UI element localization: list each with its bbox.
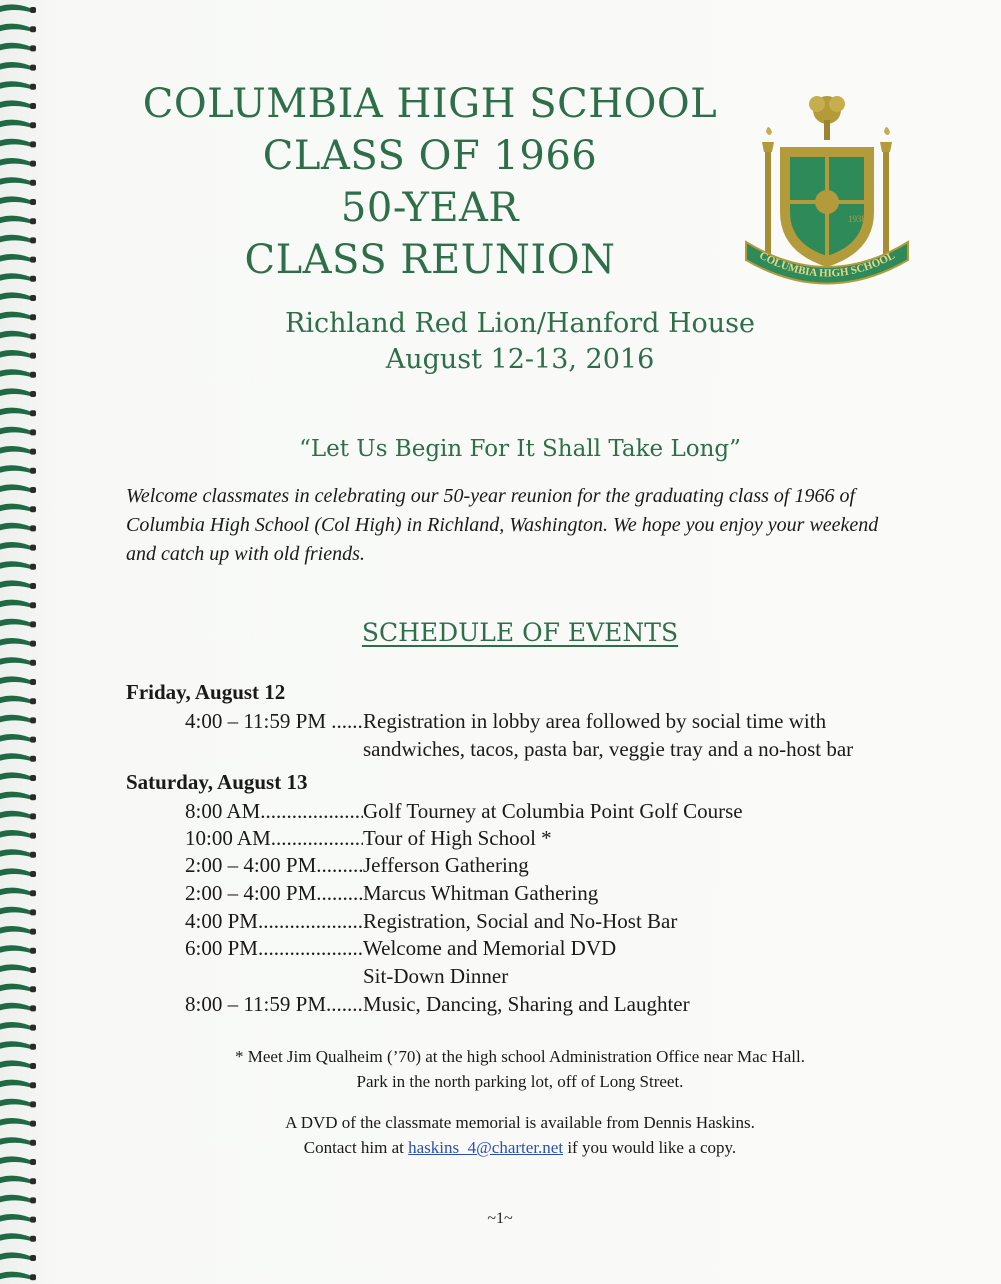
class-motto: “Let Us Begin For It Shall Take Long” <box>299 436 741 462</box>
event-description: Registration, Social and No-Host Bar <box>363 909 678 933</box>
binding-hole <box>30 621 36 627</box>
binding-hole <box>30 180 36 186</box>
spiral-coil <box>0 638 30 646</box>
venue-dates: August 12-13, 2016 <box>385 344 655 375</box>
crest-year: 1938 <box>848 214 866 224</box>
event-description: Tour of High School * <box>363 826 552 850</box>
spiral-coil <box>0 792 30 800</box>
binding-hole <box>30 698 36 704</box>
tour-note-line-1: * Meet Jim Qualheim (’70) at the high school Administration Office near Mac Hall. <box>235 1047 805 1066</box>
binding-hole <box>30 679 36 685</box>
email-link[interactable]: haskins_4@charter.net <box>408 1138 564 1157</box>
spiral-coil <box>0 273 30 281</box>
binding-hole <box>30 1159 36 1165</box>
binding-hole <box>30 1005 36 1011</box>
spiral-coil <box>0 216 30 224</box>
spiral-coil <box>0 1003 30 1011</box>
binding-hole <box>30 871 36 877</box>
binding-hole <box>30 948 36 954</box>
binding-hole <box>30 218 36 224</box>
binding-hole <box>30 333 36 339</box>
binding-hole <box>30 833 36 839</box>
spiral-coil <box>0 657 30 665</box>
event-time: 4:00 PM ..... <box>185 907 363 935</box>
spiral-coil <box>0 619 30 627</box>
spiral-coil <box>0 196 30 204</box>
spiral-coil <box>0 369 30 377</box>
event-time: 6:00 PM ..... <box>185 934 363 962</box>
binding-hole <box>30 890 36 896</box>
spiral-binding <box>0 0 40 1284</box>
binding-hole <box>30 1025 36 1031</box>
binding-hole <box>30 7 36 13</box>
binding-hole <box>30 410 36 416</box>
binding-hole <box>30 506 36 512</box>
binding-hole <box>30 756 36 762</box>
event-venue <box>240 306 800 378</box>
spiral-coil <box>0 1176 30 1184</box>
binding-hole <box>30 276 36 282</box>
event-description: Marcus Whitman Gathering <box>363 881 599 905</box>
spiral-coil <box>0 504 30 512</box>
spiral-coil <box>0 24 30 32</box>
spiral-coil <box>0 1041 30 1049</box>
spiral-coil <box>0 772 30 780</box>
spiral-coil <box>0 446 30 454</box>
spiral-coil <box>0 177 30 185</box>
spiral-coil <box>0 542 30 550</box>
tour-note <box>140 1044 900 1094</box>
spiral-coil <box>0 254 30 262</box>
binding-hole <box>30 314 36 320</box>
event-row <box>185 707 853 763</box>
binding-hole <box>30 602 36 608</box>
spiral-coil <box>0 292 30 300</box>
binding-hole <box>30 237 36 243</box>
binding-hole <box>30 1063 36 1069</box>
binding-hole <box>30 26 36 32</box>
binding-hole <box>30 84 36 90</box>
event-time: 8:00 AM ..... <box>185 797 363 825</box>
spiral-coil <box>0 235 30 243</box>
binding-hole <box>30 1082 36 1088</box>
binding-hole <box>30 45 36 51</box>
binding-hole <box>30 257 36 263</box>
spiral-coil <box>0 1022 30 1030</box>
spiral-coil <box>0 945 30 953</box>
event-description-continued: sandwiches, tacos, pasta bar, veggie tray and a no-host bar <box>363 737 854 761</box>
binding-hole <box>30 429 36 435</box>
spiral-coil <box>0 427 30 435</box>
spiral-coil <box>0 158 30 166</box>
title-line-1: COLUMBIA HIGH SCHOOL <box>142 81 718 127</box>
spiral-coil <box>0 907 30 915</box>
spiral-coil <box>0 888 30 896</box>
spiral-coil <box>0 350 30 358</box>
binding-hole <box>30 717 36 723</box>
spiral-coil <box>0 1118 30 1126</box>
spiral-coil <box>0 715 30 723</box>
binding-hole <box>30 1101 36 1107</box>
spiral-coil <box>0 561 30 569</box>
spiral-coil <box>0 1252 30 1260</box>
spiral-coil <box>0 926 30 934</box>
welcome-paragraph: Welcome classmates in celebrating our 50-year reunion for the graduating class of 1966 of Columbia High School (Col High) in Richland, Washington. We hope you enjoy your weekend and catch up with old friends. <box>126 485 879 565</box>
binding-hole <box>30 986 36 992</box>
spiral-coil <box>0 1137 30 1145</box>
title-line-2: CLASS OF 1966 <box>262 133 598 179</box>
spiral-coil <box>0 523 30 531</box>
spiral-coil <box>0 1099 30 1107</box>
dvd-note-line-1: A DVD of the classmate memorial is available from Dennis Haskins. <box>285 1113 755 1132</box>
spiral-coil <box>0 830 30 838</box>
page-number: ~1~ <box>487 1210 513 1227</box>
spiral-coil <box>0 408 30 416</box>
event-row <box>185 934 616 990</box>
spiral-coil <box>0 1233 30 1241</box>
binding-hole <box>30 65 36 71</box>
binding-hole <box>30 1044 36 1050</box>
spiral-coil <box>0 4 30 12</box>
spiral-coil <box>0 1272 30 1280</box>
reunion-title <box>140 78 720 286</box>
spiral-coil <box>0 811 30 819</box>
spiral-coil <box>0 600 30 608</box>
binding-hole <box>30 641 36 647</box>
spiral-coil <box>0 1214 30 1222</box>
spiral-coil <box>0 580 30 588</box>
event-description: Music, Dancing, Sharing and Laughter <box>363 992 690 1016</box>
binding-hole <box>30 583 36 589</box>
title-line-4: CLASS REUNION <box>244 237 616 283</box>
binding-hole <box>30 391 36 397</box>
binding-hole <box>30 929 36 935</box>
spiral-coil <box>0 139 30 147</box>
binding-hole <box>30 909 36 915</box>
spiral-coil <box>0 120 30 128</box>
binding-hole <box>30 1255 36 1261</box>
spiral-coil <box>0 62 30 70</box>
spiral-coil <box>0 1080 30 1088</box>
spiral-coil <box>0 868 30 876</box>
spiral-coil <box>0 81 30 89</box>
spiral-coil <box>0 1060 30 1068</box>
binding-hole <box>30 487 36 493</box>
binding-hole <box>30 1236 36 1242</box>
binding-hole <box>30 353 36 359</box>
event-time: 2:00 – 4:00 PM ..... <box>185 879 363 907</box>
spiral-coil <box>0 1195 30 1203</box>
spiral-coil <box>0 984 30 992</box>
spiral-coil <box>0 312 30 320</box>
binding-hole <box>30 1121 36 1127</box>
binding-hole <box>30 449 36 455</box>
spiral-coil <box>0 100 30 108</box>
spiral-coil <box>0 331 30 339</box>
event-description: Registration in lobby area followed by social time with <box>363 709 827 733</box>
crest-ribbon-text: COLUMBIA HIGH SCHOOL <box>757 249 897 280</box>
binding-hole <box>30 775 36 781</box>
binding-hole <box>30 1178 36 1184</box>
event-description: Golf Tourney at Columbia Point Golf Course <box>363 799 743 823</box>
binding-hole <box>30 545 36 551</box>
binding-hole <box>30 737 36 743</box>
school-crest-logo <box>742 92 912 287</box>
binding-hole <box>30 564 36 570</box>
binding-hole <box>30 122 36 128</box>
binding-hole <box>30 141 36 147</box>
dvd-note <box>140 1110 900 1160</box>
spiral-coil <box>0 43 30 51</box>
spiral-coil <box>0 753 30 761</box>
binding-hole <box>30 372 36 378</box>
binding-hole <box>30 161 36 167</box>
event-time: 8:00 – 11:59 PM ..... <box>185 990 363 1018</box>
binding-hole <box>30 1274 36 1280</box>
event-description: Jefferson Gathering <box>363 853 529 877</box>
binding-hole <box>30 1140 36 1146</box>
dvd-note-suffix: if you would like a copy. <box>563 1138 737 1157</box>
spiral-coil <box>0 388 30 396</box>
event-time: 10:00 AM ..... <box>185 824 363 852</box>
binding-hole <box>30 813 36 819</box>
day-heading-saturday: Saturday, August 13 <box>126 770 308 794</box>
event-time: 2:00 – 4:00 PM ..... <box>185 851 363 879</box>
binding-hole <box>30 1197 36 1203</box>
venue-location: Richland Red Lion/Hanford House <box>284 308 756 339</box>
spiral-coil <box>0 676 30 684</box>
tour-note-line-2: Park in the north parking lot, off of Long Street. <box>356 1072 684 1091</box>
spiral-coil <box>0 849 30 857</box>
binding-hole <box>30 199 36 205</box>
binding-hole <box>30 967 36 973</box>
title-line-3: 50-YEAR <box>340 185 520 231</box>
dvd-note-prefix: Contact him at <box>303 1138 409 1157</box>
spiral-coil <box>0 465 30 473</box>
event-time: 4:00 – 11:59 PM ..... <box>185 707 363 735</box>
event-description-continued: Sit-Down Dinner <box>363 964 509 988</box>
spiral-coil <box>0 1156 30 1164</box>
event-row <box>185 990 690 1025</box>
binding-hole <box>30 852 36 858</box>
binding-hole <box>30 103 36 109</box>
binding-hole <box>30 525 36 531</box>
event-description: Welcome and Memorial DVD <box>363 936 617 960</box>
day-heading-friday: Friday, August 12 <box>126 680 286 704</box>
spiral-coil <box>0 484 30 492</box>
spiral-coil <box>0 696 30 704</box>
schedule-heading: SCHEDULE OF EVENTS <box>361 618 679 647</box>
binding-hole <box>30 794 36 800</box>
binding-hole <box>30 468 36 474</box>
spiral-coil <box>0 964 30 972</box>
binding-hole <box>30 1217 36 1223</box>
binding-hole <box>30 295 36 301</box>
spiral-coil <box>0 734 30 742</box>
binding-hole <box>30 660 36 666</box>
